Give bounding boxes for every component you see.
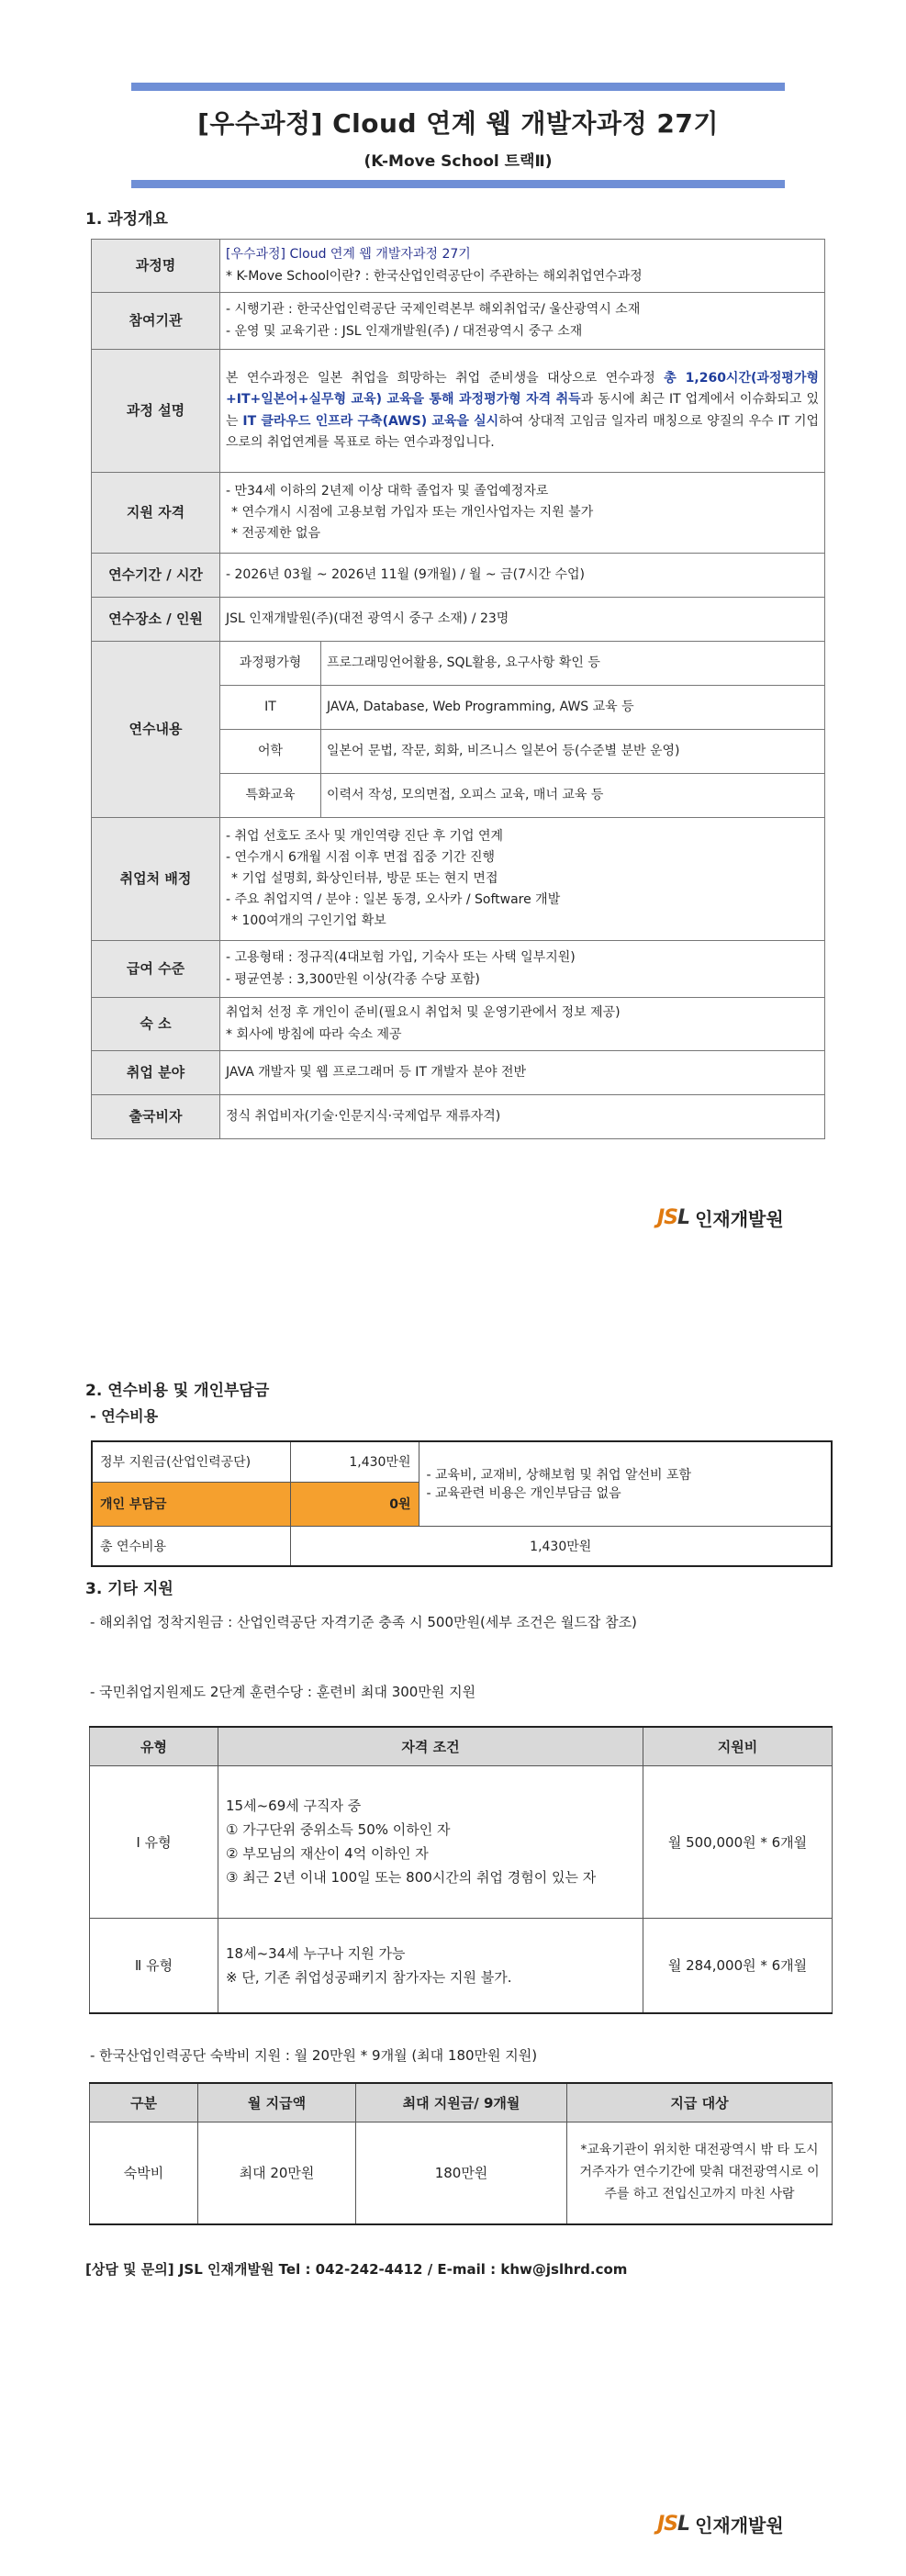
content-item-desc: 일본어 문법, 작문, 회화, 비즈니스 일본어 등(수준별 분반 운영) <box>321 730 825 774</box>
placement-label: 취업처 배정 <box>92 818 220 941</box>
lodging-header-row <box>90 2083 833 2122</box>
row-visa <box>92 1095 825 1139</box>
type1-cond-line1: 15세~69세 구직자 중 <box>226 1797 362 1814</box>
support-type-table <box>89 1726 833 2014</box>
placement-line4: - 주요 취업지역 / 분야 : 일본 동경, 오사카 / Software 개발 <box>226 892 561 908</box>
course-name-line1: [우수과정] Cloud 연계 웹 개발자과정 27기 <box>226 247 471 263</box>
eligibility-label: 지원 자격 <box>92 473 220 554</box>
type2-cond-line2: ※ 단, 기존 취업성공패키지 참가자는 지원 불가. <box>226 1968 512 1986</box>
type2-cond-line1: 18세~34세 누구나 지원 가능 <box>226 1944 406 1962</box>
eligibility-line1: - 만34세 이하의 2년제 이상 대학 졸업자 및 졸업예정자로 <box>226 483 549 498</box>
page-title: [우수과정] Cloud 연계 웹 개발자과정 27기 <box>197 108 719 139</box>
logo-mark <box>657 1206 689 1229</box>
title-top-bar <box>131 83 785 91</box>
type2-conditions <box>218 1918 643 2013</box>
housing-value <box>220 998 825 1051</box>
row-period <box>92 554 825 598</box>
placement-line1: - 취업 선호도 조사 및 개인역량 진단 후 기업 연계 <box>226 828 504 844</box>
cost-row-total <box>92 1526 832 1566</box>
type1-cond-line4: ③ 최근 2년 이내 100일 또는 800시간의 취업 경험이 있는 자 <box>226 1869 597 1887</box>
type1-name: Ⅰ 유형 <box>90 1765 218 1918</box>
lodging-monthly: 최대 20만원 <box>198 2122 356 2224</box>
description-part3: 과 동시에 최근 IT 업계에서 이슈화되고 있는 <box>226 392 820 429</box>
content-item-name: 어학 <box>220 730 321 774</box>
lodging-header-max: 최대 지원금/ 9개월 <box>356 2083 567 2122</box>
institution-value <box>220 293 825 350</box>
type1-conditions <box>218 1765 643 1918</box>
content-item-name: 특화교육 <box>220 774 321 818</box>
course-name-line2: * K-Move School이란? : 한국산업인력공단이 주관하는 해외취업연수과정 <box>226 268 643 284</box>
self-label: 개인 부담금 <box>92 1482 290 1526</box>
row-course-name <box>92 240 825 293</box>
description-part4: IT 클라우드 인프라 구축(AWS) 교육을 실시 <box>242 413 499 429</box>
cost-note2: - 교육관련 비용은 개인부담금 없음 <box>426 1486 621 1502</box>
course-name-label: 과정명 <box>92 240 220 293</box>
logo-mark-a: JS <box>657 1206 678 1229</box>
place-label: 연수장소 / 인원 <box>92 598 220 642</box>
salary-line2: - 평균연봉 : 3,300만원 이상(각종 수당 포함) <box>226 971 480 987</box>
field-value: JAVA 개발자 및 웹 프로그래머 등 IT 개발자 분야 전반 <box>220 1051 825 1095</box>
support-header-row <box>90 1727 833 1765</box>
content-item-desc: 이력서 작성, 모의면접, 오피스 교육, 매너 교육 등 <box>321 774 825 818</box>
row-place <box>92 598 825 642</box>
type2-name: Ⅱ 유형 <box>90 1918 218 2013</box>
row-housing <box>92 998 825 1051</box>
section2-heading: 2. 연수비용 및 개인부담금 <box>85 1382 270 1400</box>
gov-value: 1,430만원 <box>290 1441 419 1482</box>
row-placement <box>92 818 825 941</box>
section2-subheading: - 연수비용 <box>90 1407 159 1425</box>
content-item-name: 과정평가형 <box>220 642 321 686</box>
period-value: - 2026년 03월 ~ 2026년 11월 (9개월) / 월 ~ 금(7시간 수업) <box>220 554 825 598</box>
row-content-1 <box>92 642 825 686</box>
description-part2: 총 1,260시간(과정평가형+IT+일본어+실무형 교육) 교육을 통해 과정평가형 자격 취득 <box>226 371 819 408</box>
row-description <box>92 350 825 473</box>
cost-table <box>91 1440 833 1567</box>
total-value: 1,430만원 <box>290 1526 832 1566</box>
lodging-header-category: 구분 <box>90 2083 198 2122</box>
lodging-header-target: 지급 대상 <box>567 2083 833 2122</box>
placement-line2: - 연수개시 6개월 시점 이후 면접 집중 기간 진행 <box>226 849 495 865</box>
header-amount: 지원비 <box>643 1727 833 1765</box>
gov-label: 정부 지원금(산업인력공단) <box>92 1441 290 1482</box>
logo-mark-b: L <box>677 2513 690 2536</box>
lodging-max: 180만원 <box>356 2122 567 2224</box>
lodging-target: *교육기관이 위치한 대전광역시 밖 타 도시 거주자가 연수기간에 맞춰 대전광역시로 이주를 하고 전입신고까지 마친 사람 <box>567 2122 833 2224</box>
eligibility-line3: * 전공제한 없음 <box>231 526 321 542</box>
type1-cond-line2: ① 가구단위 중위소득 50% 이하인 자 <box>226 1820 451 1838</box>
total-label: 총 연수비용 <box>92 1526 290 1566</box>
field-label: 취업 분야 <box>92 1051 220 1095</box>
content-item-desc: JAVA, Database, Web Programming, AWS 교육 등 <box>321 686 825 730</box>
logo-mark-b: L <box>677 1206 690 1229</box>
eligibility-value <box>220 473 825 554</box>
place-value: JSL 인재개발원(주)(대전 광역시 중구 소재) / 23명 <box>220 598 825 642</box>
type1-cond-line3: ② 부모님의 재산이 4억 이하인 자 <box>226 1845 429 1862</box>
type2-amount: 월 284,000원 * 6개월 <box>643 1918 833 2013</box>
type1-amount: 월 500,000원 * 6개월 <box>643 1765 833 1918</box>
housing-line2: * 회사에 방침에 따라 숙소 제공 <box>226 1026 402 1042</box>
cost-note1: - 교육비, 교재비, 상해보험 및 취업 알선비 포함 <box>426 1468 692 1484</box>
housing-line1: 취업처 선정 후 개인이 준비(필요시 취업처 및 운영기관에서 정보 제공) <box>226 1005 621 1021</box>
row-salary <box>92 941 825 998</box>
lodging-header-monthly: 월 지급액 <box>198 2083 356 2122</box>
cost-row-gov <box>92 1441 832 1482</box>
housing-label: 숙 소 <box>92 998 220 1051</box>
lodging-row <box>90 2122 833 2224</box>
title-box <box>131 83 785 188</box>
company-logo <box>657 1204 784 1231</box>
section3-heading: 3. 기타 지원 <box>85 1580 173 1598</box>
lodging-category: 숙박비 <box>90 2122 198 2224</box>
salary-line1: - 고용형태 : 정규직(4대보험 가입, 기숙사 또는 사택 일부지원) <box>226 950 576 966</box>
lodging-table <box>89 2082 833 2225</box>
institution-line1: - 시행기관 : 한국산업인력공단 국제인력본부 해외취업국/ 울산광역시 소재 <box>226 302 641 318</box>
placement-value <box>220 818 825 941</box>
row-field <box>92 1051 825 1095</box>
section1-heading: 1. 과정개요 <box>85 210 168 229</box>
header-type: 유형 <box>90 1727 218 1765</box>
description-value <box>220 350 825 473</box>
description-part1: 본 연수과정은 일본 취업을 희망하는 취업 준비생을 대상으로 연수과정 <box>226 371 665 386</box>
contact-info: [상담 및 문의] JSL 인재개발원 Tel : 042-242-4412 / E-mail : khw@jslhrd.com <box>85 2261 628 2278</box>
lodging-support-text: - 한국산업인력공단 숙박비 지원 : 월 20만원 * 9개월 (최대 180만원 지원) <box>90 2047 538 2064</box>
period-label: 연수기간 / 시간 <box>92 554 220 598</box>
page-subtitle: (K-Move School 트랙Ⅱ) <box>364 152 553 171</box>
company-logo-footer <box>657 2511 784 2537</box>
salary-label: 급여 수준 <box>92 941 220 998</box>
training-allowance-text: - 국민취업지원제도 2단계 훈련수당 : 훈련비 최대 300만원 지원 <box>90 1684 476 1700</box>
logo-mark <box>657 2513 689 2536</box>
institution-label: 참여기관 <box>92 293 220 350</box>
cost-notes <box>419 1441 832 1526</box>
settlement-support-text: - 해외취업 정착지원금 : 산업인력공단 자격기준 충족 시 500만원(세부 조건은 월드잡 참조) <box>90 1614 637 1630</box>
visa-value: 정식 취업비자(기술·인문지식·국제업무 재류자격) <box>220 1095 825 1139</box>
description-part5: 하여 상대적 고임금 일자리 매칭으로 양질의 우수 IT 기업으로의 취업연계를 목표로 하는 연수과정입니다. <box>226 413 820 450</box>
title-bottom-bar <box>131 180 785 188</box>
logo-text: 인재개발원 <box>695 1208 784 1230</box>
support-row-type2 <box>90 1918 833 2013</box>
course-name-value <box>220 240 825 293</box>
header-condition: 자격 조건 <box>218 1727 643 1765</box>
row-eligibility <box>92 473 825 554</box>
content-label: 연수내용 <box>92 642 220 818</box>
placement-line3: * 기업 설명회, 화상인터뷰, 방문 또는 현지 면접 <box>231 870 498 886</box>
self-value: 0원 <box>290 1482 419 1526</box>
salary-value <box>220 941 825 998</box>
content-item-desc: 프로그래밍언어활용, SQL활용, 요구사항 확인 등 <box>321 642 825 686</box>
logo-mark-a: JS <box>657 2513 678 2536</box>
support-row-type1 <box>90 1765 833 1918</box>
row-institution <box>92 293 825 350</box>
placement-line5: * 100여개의 구인기업 확보 <box>231 913 386 929</box>
logo-text: 인재개발원 <box>695 2514 784 2537</box>
content-item-name: IT <box>220 686 321 730</box>
institution-line2: - 운영 및 교육기관 : JSL 인재개발원(주) / 대전광역시 중구 소재 <box>226 323 583 339</box>
visa-label: 출국비자 <box>92 1095 220 1139</box>
description-label: 과정 설명 <box>92 350 220 473</box>
course-overview-table <box>91 239 825 1139</box>
eligibility-line2: * 연수개시 시점에 고용보험 가입자 또는 개인사업자는 지원 불가 <box>231 504 594 520</box>
